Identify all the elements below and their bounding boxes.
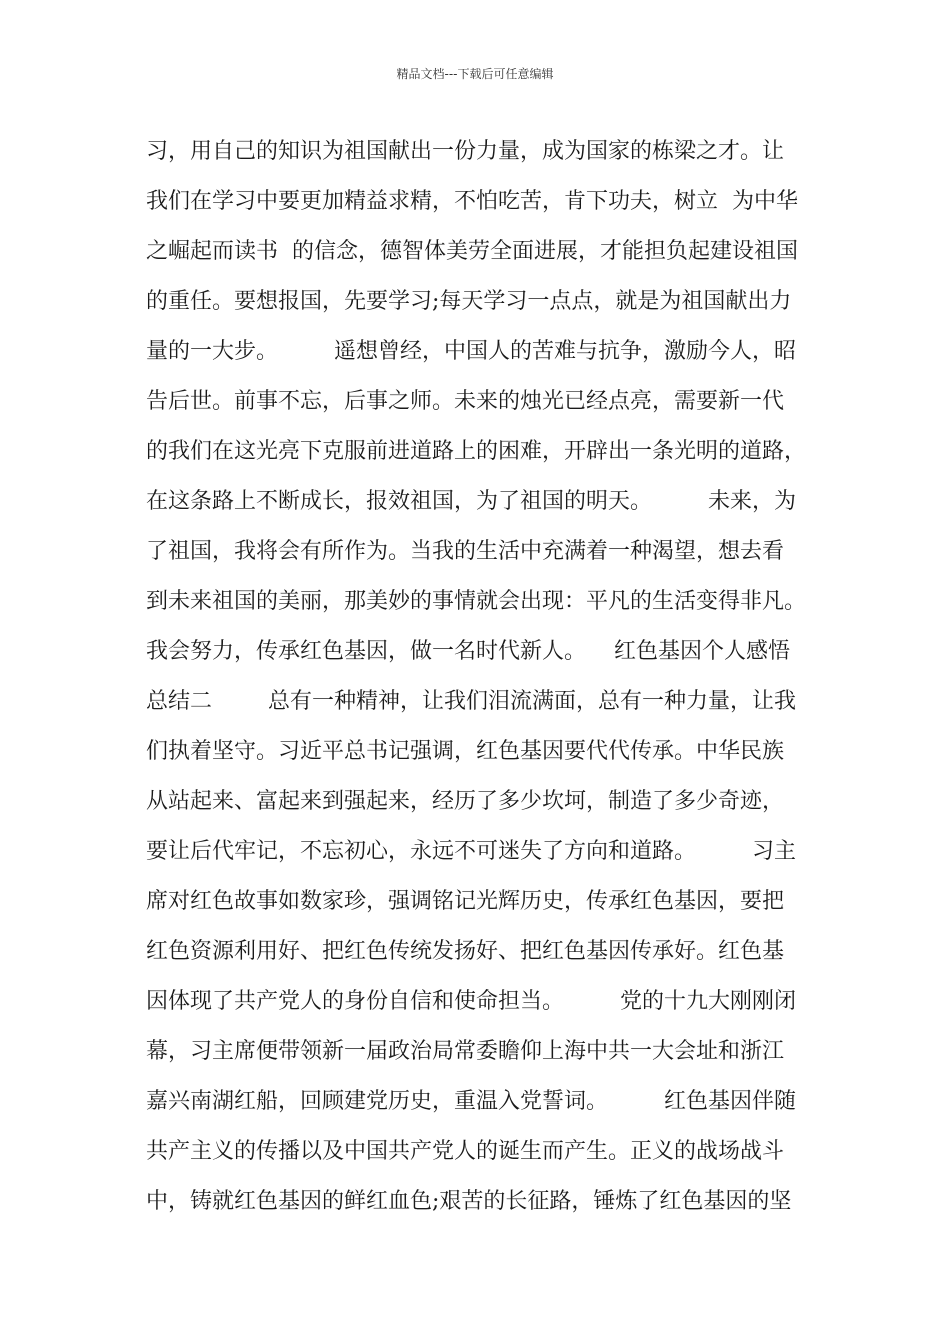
text-line-3: 之崛起而读书 的信念，德智体美劳全面进展，才能担负起建设祖国 xyxy=(146,239,798,264)
text-line-12: 总结二 总有一种精神，让我们泪流满面，总有一种力量，让我 xyxy=(146,689,796,714)
text-line-19: 幕，习主席便带领新一届政治局常委瞻仰上海中共一大会址和浙江 xyxy=(146,1039,785,1064)
text-line-13: 们执着坚守。习近平总书记强调，红色基因要代代传承。中华民族 xyxy=(146,739,785,764)
text-line-22: 中，铸就红色基因的鲜红血色;艰苦的长征路，锤炼了红色基因的坚 xyxy=(146,1189,792,1214)
text-line-6: 告后世。前事不忘，后事之师。未来的烛光已经点亮，需要新一代 xyxy=(146,389,785,414)
text-line-16: 席对红色故事如数家珍，强调铭记光辉历史，传承红色基因，要把 xyxy=(146,889,785,914)
text-line-14: 从站起来、富起来到强起来，经历了多少坎坷，制造了多少奇迹， xyxy=(146,789,785,814)
text-line-15: 要让后代牢记，不忘初心，永远不可迷失了方向和道路。 习主 xyxy=(146,839,796,864)
text-line-1: 习，用自己的知识为祖国献出一份力量，成为国家的栋梁之才。让 xyxy=(146,139,785,164)
page-header: 精品文档---下载后可任意编辑 xyxy=(396,67,554,81)
text-line-2: 我们在学习中要更加精益求精，不怕吃苦，肯下功夫，树立 为中华 xyxy=(146,189,798,214)
text-line-17: 红色资源利用好、把红色传统发扬好、把红色基因传承好。红色基 xyxy=(146,939,785,964)
text-line-4: 的重任。要想报国，先要学习;每天学习一点点，就是为祖国献出力 xyxy=(146,289,792,314)
text-line-18: 因体现了共产党人的身份自信和使命担当。 党的十九大刚刚闭 xyxy=(146,989,796,1014)
text-line-9: 了祖国，我将会有所作为。当我的生活中充满着一种渴望，想去看 xyxy=(146,539,785,564)
text-line-20: 嘉兴南湖红船，回顾建党历史，重温入党誓词。 红色基因伴随 xyxy=(146,1089,796,1114)
text-line-5: 量的一大步。 遥想曾经，中国人的苦难与抗争，激励今人，昭 xyxy=(146,339,796,364)
text-line-10: 到未来祖国的美丽，那美妙的事情就会出现：平凡的生活变得非凡。 xyxy=(146,589,807,614)
text-line-21: 共产主义的传播以及中国共产党人的诞生而产生。正义的战场战斗 xyxy=(146,1139,785,1164)
text-line-8: 在这条路上不断成长，报效祖国，为了祖国的明天。 未来，为 xyxy=(146,489,796,514)
text-line-11: 我会努力，传承红色基因，做一名时代新人。 红色基因个人感悟 xyxy=(146,639,790,664)
text-line-7: 的我们在这光亮下克服前进道路上的困难，开辟出一条光明的道路， xyxy=(146,439,807,464)
document-body xyxy=(146,132,826,1232)
